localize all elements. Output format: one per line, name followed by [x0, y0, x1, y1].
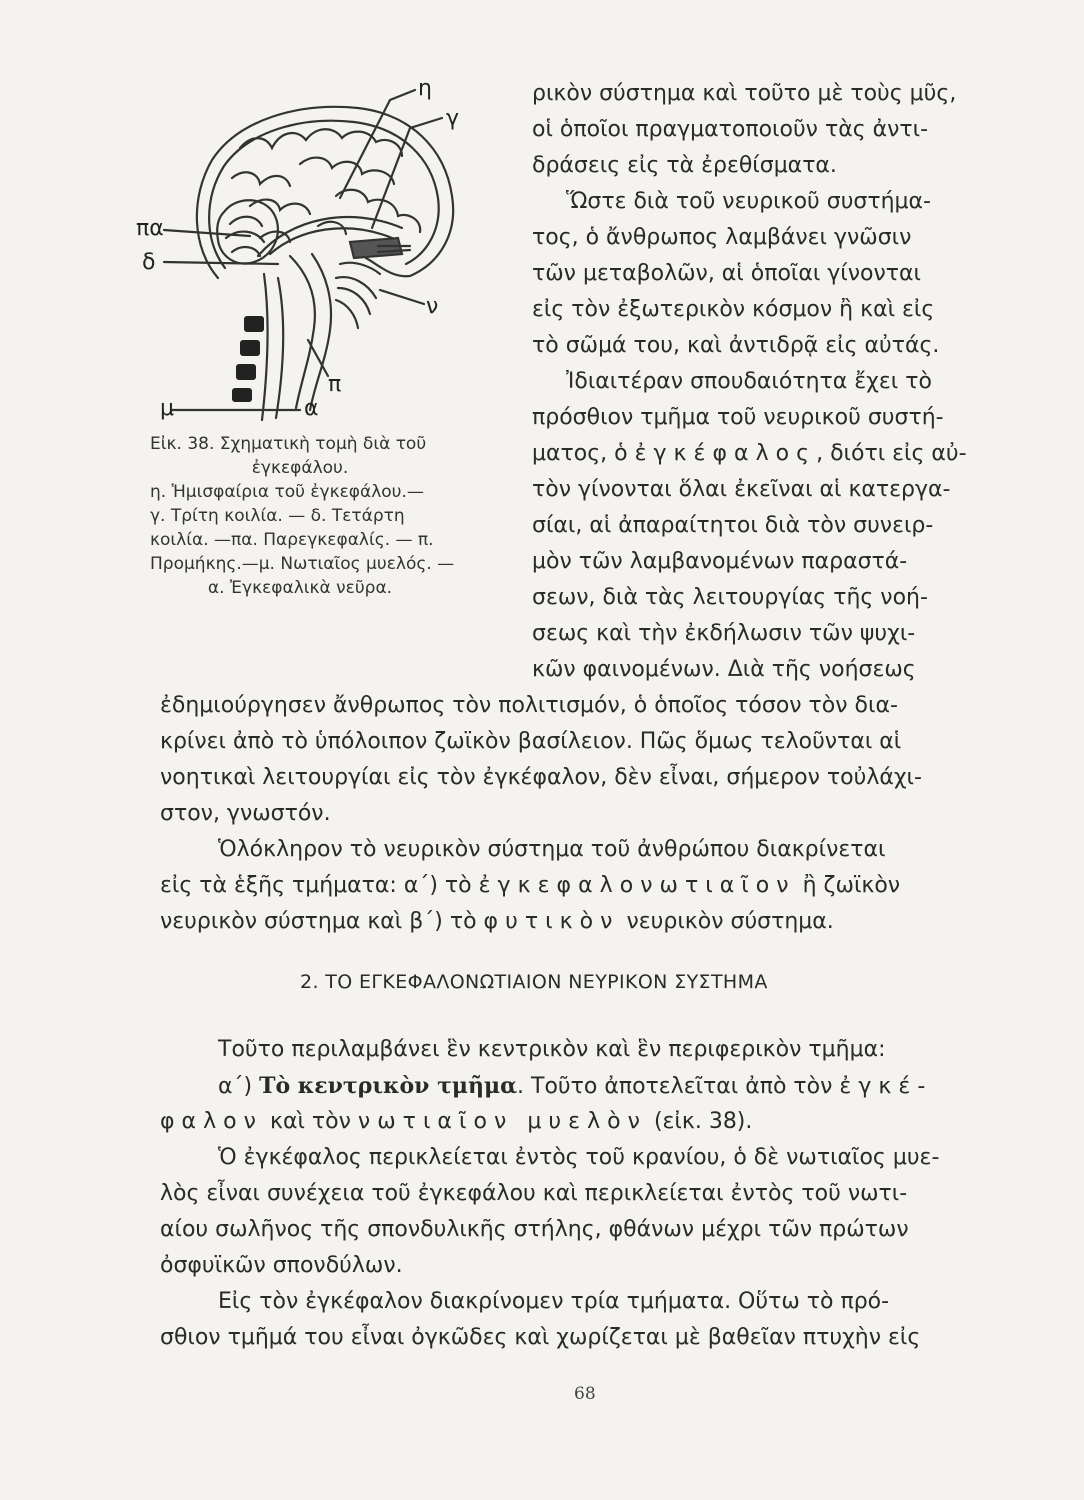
text-run: , διότι εἰς αὐ- — [816, 441, 967, 466]
caption-line: Εἰκ. 38. Σχηματικὴ τομὴ διὰ τοῦ — [150, 434, 427, 454]
label-pi: π — [328, 372, 342, 397]
text-run: ἢ ζωϊκὸν — [795, 873, 901, 898]
text-line: τὸ σῶμά του, καὶ ἀντιδρᾷ εἰς αὐτάς. — [532, 333, 940, 358]
text-line: κῶν φαινομένων. Διὰ τῆς νοήσεως — [532, 657, 916, 682]
label-delta: δ — [142, 250, 156, 275]
text-run: (εἰκ. 38). — [646, 1109, 753, 1134]
text-line: σθιον τμῆμά του εἶναι ὀγκῶδες καὶ χωρίζεται μὲ βαθεῖαν πτυχὴν εἰς — [160, 1325, 921, 1350]
text-line: λὸς εἶναι συνέχεια τοῦ ἐγκεφάλου καὶ περικλείεται ἐντὸς τοῦ νωτι- — [160, 1181, 908, 1206]
text-line: κρίνει ἀπὸ τὸ ὑπόλοιπον ζωϊκὸν βασίλειον. Πῶς ὅμως τελοῦνται αἱ — [160, 729, 902, 754]
hemisphere-outline — [197, 107, 453, 278]
label-pa: πα — [136, 216, 164, 241]
text-line: οἱ ὁποῖοι πραγματοποιοῦν τὰς ἀντι- — [532, 117, 929, 142]
label-mu: μ — [160, 396, 174, 421]
text-line: σίαι, αἱ ἀπαραίτητοι διὰ τὸν συνειρ- — [532, 513, 934, 538]
spaced-term-autonomic: φυτικὸν — [483, 909, 620, 934]
text-run: νευρικὸν σύστημα. — [619, 909, 834, 934]
text-line: τῶν μεταβολῶν, αἱ ὁποῖαι γίνονται — [532, 261, 921, 286]
caption-line: η. Ἡμισφαίρια τοῦ ἐγκεφάλου.— — [150, 482, 424, 502]
text-line: νοητικαὶ λειτουργίαι εἰς τὸν ἐγκέφαλον, δὲν εἶναι, σήμερον τοὐλάχι- — [160, 765, 922, 790]
text-line: σεως καὶ τὴν ἐκδήλωσιν τῶν ψυχι- — [532, 621, 916, 646]
text-line: στον, γνωστόν. — [160, 801, 331, 826]
text-run: α΄) — [218, 1074, 260, 1099]
cranial-nerves — [336, 245, 402, 328]
label-nu: ν — [426, 294, 439, 319]
spaced-term-spinal-cord: νωτιαῖον μυελὸν — [357, 1109, 647, 1134]
brain-diagram — [136, 76, 500, 433]
spaced-term-brain: ἐγκέ- — [839, 1074, 933, 1099]
spinal-cord-line — [276, 278, 283, 418]
text-line — [160, 908, 834, 936]
text-line: Ὁ ἐγκέφαλος περικλείεται ἐντὸς τοῦ κρανίου, ὁ δὲ νωτιαῖος μυε- — [218, 1145, 940, 1170]
text-line: τὸν γίνονται ὅλαι ἐκεῖναι αἱ κατεργα- — [532, 477, 951, 502]
figure-caption — [150, 432, 530, 600]
text-line: ἐδημιούργησεν ἄνθρωπος τὸν πολιτισμόν, ὁ ὁποῖος τόσον τὸν δια- — [160, 693, 898, 718]
label-alpha: α — [304, 396, 319, 421]
section-heading: 2. ΤΟ ΕΓΚΕΦΑΛΟΝΩΤΙΑΙΟΝ ΝΕΥΡΙΚΟΝ ΣΥΣΤΗΜΑ — [300, 971, 768, 993]
text-line: Ἰδιαιτέραν σπουδαιότητα ἔχει τὸ — [566, 369, 932, 394]
text-line — [160, 872, 900, 900]
text-line: τος, ὁ ἄνθρωπος λαμβάνει γνῶσιν — [532, 225, 912, 250]
spaced-term-brain-end: φαλον — [160, 1109, 263, 1134]
text-line — [532, 440, 967, 468]
page-number: 68 — [574, 1384, 596, 1404]
spaced-term-cerebrospinal: ἐγκεφαλονωτιαῖον — [478, 873, 796, 898]
bold-term-central-part: Τὸ κεντρικὸν τμῆμα — [259, 1073, 518, 1099]
text-line: αίου σωλῆνος τῆς σπονδυλικῆς στήλης, φθάνων μέχρι τῶν πρώτων — [160, 1217, 909, 1242]
brainstem — [290, 256, 315, 408]
text-line: Τοῦτο περιλαμβάνει ἓν κεντρικὸν καὶ ἓν περιφερικὸν τμῆμα: — [218, 1037, 886, 1062]
text-line: Ὁλόκληρον τὸ νευρικὸν σύστημα τοῦ ἀνθρώπου διακρίνεται — [218, 837, 886, 862]
text-run: καὶ τὸν — [262, 1109, 358, 1134]
text-run: νευρικὸν σύστημα καὶ β΄) τὸ — [160, 909, 484, 934]
brain-section-drawing — [140, 78, 500, 433]
label-gamma: γ — [446, 106, 460, 131]
text-line: ρικὸν σύστημα καὶ τοῦτο μὲ τοὺς μῦς, — [532, 81, 957, 106]
spaced-term-encephalos: ἐγκέφαλος — [634, 441, 817, 466]
text-line: δράσεις εἰς τὰ ἐρεθίσματα. — [532, 153, 837, 178]
text-line — [160, 1108, 752, 1136]
caption-line: γ. Τρίτη κοιλία. — δ. Τετάρτη — [150, 506, 405, 526]
text-run: . Τοῦτο ἀποτελεῖται ἀπὸ τὸν — [517, 1074, 840, 1099]
text-line: σεων, διὰ τὰς λειτουργίας τῆς νοή- — [532, 585, 928, 610]
leader-delta — [164, 262, 278, 264]
text-line: Ὥστε διὰ τοῦ νευρικοῦ συστήμα- — [566, 189, 931, 214]
text-line: ὀσφυϊκῶν σπονδύλων. — [160, 1253, 403, 1278]
caption-line: α. Ἐγκεφαλικὰ νεῦρα. — [207, 578, 393, 598]
text-line: εἰς τὸν ἐξωτερικὸν κόσμον ἢ καὶ εἰς — [532, 297, 935, 322]
text-run: εἰς τὰ ἑξῆς τμήματα: α΄) τὸ — [160, 873, 479, 898]
caption-line: ἐγκεφάλου. — [251, 458, 349, 478]
label-eta: η — [418, 76, 432, 101]
text-line: Εἰς τὸν ἐγκέφαλον διακρίνομεν τρία τμήματα. Οὕτω τὸ πρό- — [218, 1289, 890, 1314]
text-line: μὸν τῶν λαμβανομένων παραστά- — [532, 549, 908, 574]
text-run: ματος, ὁ — [532, 441, 635, 466]
caption-line: Προμήκης.—μ. Νωτιαῖος μυελός. — — [150, 554, 455, 574]
text-line — [218, 1072, 932, 1101]
vertebrae — [232, 316, 264, 402]
caption-line: κοιλία. —πα. Παρεγκεφαλίς. — π. — [150, 530, 434, 550]
text-line: πρόσθιον τμῆμα τοῦ νευρικοῦ συστή- — [532, 405, 944, 430]
leader-nu — [380, 290, 424, 304]
